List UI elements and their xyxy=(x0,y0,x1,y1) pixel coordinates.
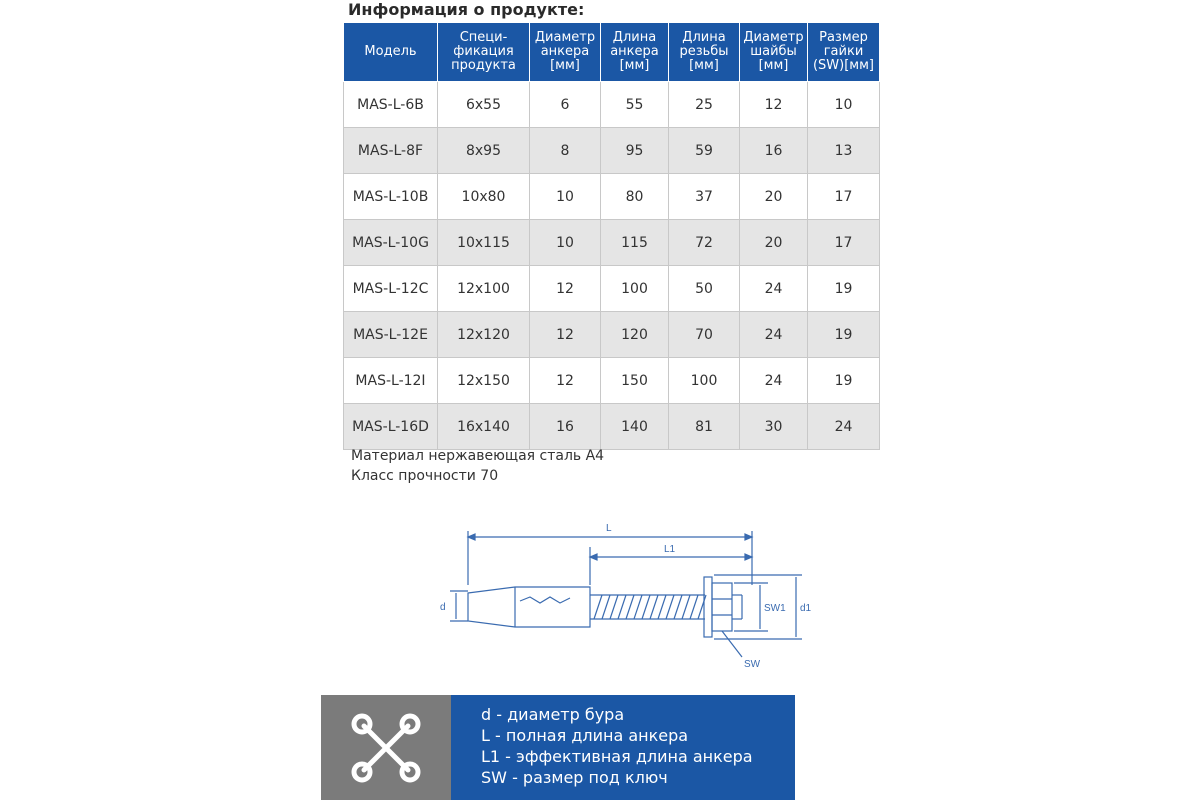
table-cell: 12 xyxy=(530,358,601,404)
table-cell: 37 xyxy=(669,174,740,220)
thread-line xyxy=(682,595,690,619)
table-header-row xyxy=(344,23,880,82)
table-cell: 13 xyxy=(808,128,880,174)
table-cell: 24 xyxy=(740,266,808,312)
legend-line-d: d - диаметр бура xyxy=(481,705,625,724)
thread-line xyxy=(690,595,698,619)
table-cell: 6 xyxy=(530,82,601,128)
label-d: d xyxy=(440,602,446,613)
legend-text-panel xyxy=(451,695,795,800)
table-cell: 95 xyxy=(601,128,669,174)
table-cell: 140 xyxy=(601,404,669,450)
sleeve-slot xyxy=(520,597,570,603)
label-l1: L1 xyxy=(664,544,676,555)
table-cell: 25 xyxy=(669,82,740,128)
table-cell: 8 xyxy=(530,128,601,174)
thread-lines xyxy=(594,595,706,619)
table-cell: 81 xyxy=(669,404,740,450)
table-row xyxy=(344,358,880,404)
thread-line xyxy=(626,595,634,619)
model-cell: MAS-L-6B xyxy=(344,82,438,128)
thread-line xyxy=(650,595,658,619)
label-sw1: SW1 xyxy=(764,603,786,614)
washer xyxy=(704,577,712,637)
table-cell: 70 xyxy=(669,312,740,358)
legend-line-l: L - полная длина анкера xyxy=(481,726,689,745)
model-cell: MAS-L-10G xyxy=(344,220,438,266)
model-cell: MAS-L-16D xyxy=(344,404,438,450)
nut xyxy=(712,583,732,631)
legend-line-sw: SW - размер под ключ xyxy=(481,768,668,787)
table-cell: 10 xyxy=(530,174,601,220)
column-header: Модель xyxy=(344,23,438,82)
table-cell: 17 xyxy=(808,174,880,220)
legend-panel xyxy=(321,695,795,800)
spec-table xyxy=(343,22,880,450)
table-row xyxy=(344,404,880,450)
thread-line xyxy=(610,595,618,619)
label-d1: d1 xyxy=(800,603,812,614)
table-cell: 115 xyxy=(601,220,669,266)
table-cell: 10 xyxy=(808,82,880,128)
note-strength-class: Класс прочности 70 xyxy=(351,468,499,484)
table-cell: 120 xyxy=(601,312,669,358)
table-cell: 150 xyxy=(601,358,669,404)
model-cell: MAS-L-12E xyxy=(344,312,438,358)
table-cell: 50 xyxy=(669,266,740,312)
table-cell: 16 xyxy=(530,404,601,450)
thread-line xyxy=(594,595,602,619)
thread-line xyxy=(674,595,682,619)
note-material: Материал нержавеющая сталь А4 xyxy=(351,448,605,464)
column-header: Размер гайки (SW)[мм] xyxy=(808,23,880,82)
table-cell: 10x115 xyxy=(438,220,530,266)
sw-leader xyxy=(722,631,742,657)
thread-line xyxy=(666,595,674,619)
table-cell: 59 xyxy=(669,128,740,174)
table-cell: 6x55 xyxy=(438,82,530,128)
table-cell: 24 xyxy=(740,312,808,358)
table-row xyxy=(344,312,880,358)
model-cell: MAS-L-12I xyxy=(344,358,438,404)
table-row xyxy=(344,82,880,128)
threaded-rod xyxy=(590,595,705,619)
material-notes xyxy=(351,446,604,486)
table-cell: 55 xyxy=(601,82,669,128)
thread-line xyxy=(618,595,626,619)
table-cell: 100 xyxy=(601,266,669,312)
column-header: Длина анкера [мм] xyxy=(601,23,669,82)
table-cell: 12 xyxy=(740,82,808,128)
table-row xyxy=(344,220,880,266)
table-cell: 10x80 xyxy=(438,174,530,220)
table-cell: 12x120 xyxy=(438,312,530,358)
anchor-sleeve xyxy=(468,587,590,627)
thread-line xyxy=(634,595,642,619)
column-header: Длина резьбы [мм] xyxy=(669,23,740,82)
table-cell: 30 xyxy=(740,404,808,450)
thread-line xyxy=(642,595,650,619)
table-cell: 80 xyxy=(601,174,669,220)
table-cell: 12x100 xyxy=(438,266,530,312)
table-cell: 10 xyxy=(530,220,601,266)
model-cell: MAS-L-10B xyxy=(344,174,438,220)
table-cell: 12x150 xyxy=(438,358,530,404)
table-cell: 100 xyxy=(669,358,740,404)
label-sw: SW xyxy=(744,659,761,670)
table-cell: 19 xyxy=(808,266,880,312)
model-cell: MAS-L-12C xyxy=(344,266,438,312)
table-cell: 12 xyxy=(530,266,601,312)
tools-icon xyxy=(348,710,424,786)
legend-icon-panel xyxy=(321,695,451,800)
model-cell: MAS-L-8F xyxy=(344,128,438,174)
table-cell: 24 xyxy=(740,358,808,404)
table-cell: 20 xyxy=(740,220,808,266)
column-header: Диаметр анкера [мм] xyxy=(530,23,601,82)
thread-line xyxy=(658,595,666,619)
column-header: Специ- фикация продукта xyxy=(438,23,530,82)
anchor-diagram xyxy=(420,515,820,675)
table-row xyxy=(344,128,880,174)
table-cell: 8x95 xyxy=(438,128,530,174)
table-cell: 72 xyxy=(669,220,740,266)
table-cell: 16x140 xyxy=(438,404,530,450)
table-row xyxy=(344,174,880,220)
table-cell: 24 xyxy=(808,404,880,450)
table-cell: 20 xyxy=(740,174,808,220)
table-cell: 17 xyxy=(808,220,880,266)
column-header: Диаметр шайбы [мм] xyxy=(740,23,808,82)
table-cell: 12 xyxy=(530,312,601,358)
table-cell: 16 xyxy=(740,128,808,174)
label-l: L xyxy=(606,523,612,534)
thread-line xyxy=(698,595,706,619)
table-cell: 19 xyxy=(808,358,880,404)
legend-line-l1: L1 - эффективная длина анкера xyxy=(481,747,753,766)
page-title: Информация о продукте: xyxy=(348,0,585,19)
table-row xyxy=(344,266,880,312)
table-cell: 19 xyxy=(808,312,880,358)
thread-line xyxy=(602,595,610,619)
